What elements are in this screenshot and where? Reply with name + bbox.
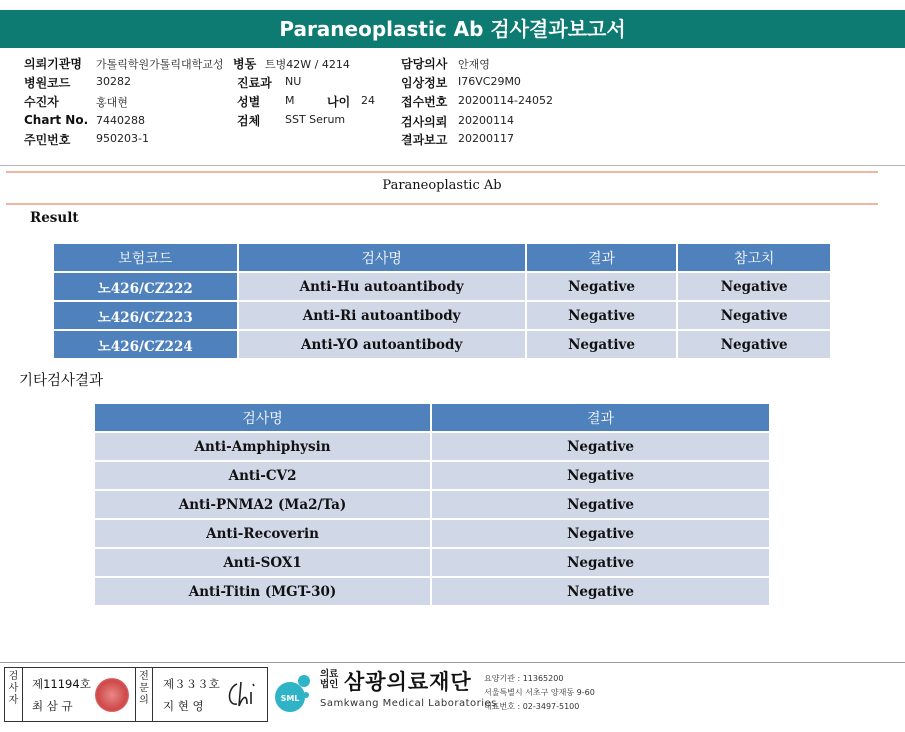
result-cell: Negative	[431, 519, 770, 548]
age-value: 24	[361, 94, 375, 107]
other-table-header	[94, 403, 770, 432]
receipt-label: 접수번호	[401, 95, 448, 109]
table-row	[53, 330, 831, 359]
tester-seal-icon	[95, 678, 129, 712]
result-cell: Negative	[526, 301, 678, 330]
signature-box	[4, 667, 268, 722]
header-result: 결과	[526, 243, 678, 272]
code-value: 30282	[96, 75, 131, 88]
phone: 대표번호 : 02-3497-5100	[484, 702, 580, 711]
result-cell: Negative	[431, 461, 770, 490]
table-row	[53, 272, 831, 301]
address: 서울특별시 서초구 양재동 9-60	[484, 688, 595, 697]
chart-label: Chart No.	[24, 113, 89, 127]
age-label: 나이	[327, 95, 351, 109]
request-value: 20200114	[458, 114, 514, 127]
sex-value: M	[285, 94, 295, 107]
test-name-cell: Anti-YO autoantibody	[238, 330, 526, 359]
reference-cell: Negative	[677, 272, 831, 301]
org-name: 삼광의료재단	[344, 670, 472, 694]
report-title: Paraneoplastic Ab 검사결과보고서	[0, 10, 905, 48]
specialist-label: 전문의	[135, 668, 153, 721]
request-label: 검사의뢰	[401, 115, 448, 129]
doctor-value: 안재영	[458, 58, 490, 71]
result-cell: Negative	[431, 548, 770, 577]
org-prefix: 의료법인	[320, 669, 339, 690]
logo-text: SML	[280, 694, 300, 703]
test-name-cell: Anti-CV2	[94, 461, 431, 490]
table-row	[94, 519, 770, 548]
test-name-cell: Anti-Ri autoantibody	[238, 301, 526, 330]
info-divider	[0, 165, 905, 166]
specialist-number: 제３３３호	[163, 677, 220, 691]
test-name-cell: Anti-Titin (MGT-30)	[94, 577, 431, 606]
header-reference: 참고치	[677, 243, 831, 272]
result-cell: Negative	[431, 577, 770, 606]
code-label: 병원코드	[24, 76, 71, 90]
sex-label: 성별	[237, 95, 261, 109]
hospital-label: 의뢰기관명	[24, 57, 82, 71]
test-name-cell: Anti-Recoverin	[94, 519, 431, 548]
tester-label: 검사자	[5, 668, 23, 721]
result-cell: Negative	[526, 330, 678, 359]
receipt-value: 20200114-24052	[458, 94, 553, 107]
clinical-value: I76VC29M0	[458, 75, 521, 88]
table-row	[94, 432, 770, 461]
insurance-code-cell: 노426/CZ223	[53, 301, 238, 330]
header-result: 결과	[431, 403, 770, 432]
result-cell: Negative	[526, 272, 678, 301]
signature-icon	[223, 678, 261, 712]
ward-label: 병동	[233, 57, 257, 71]
specialist-name: 지 현 영	[163, 699, 204, 713]
specimen-value: SST Serum	[285, 113, 346, 126]
doctor-label: 담당의사	[401, 57, 448, 71]
org-english-name: Samkwang Medical Laboratories	[320, 698, 497, 709]
insurance-code-cell: 노426/CZ222	[53, 272, 238, 301]
report-label: 결과보고	[401, 133, 448, 147]
clinical-label: 임상정보	[401, 76, 448, 90]
table-row	[94, 577, 770, 606]
result-cell: Negative	[431, 432, 770, 461]
patient-info	[0, 55, 905, 165]
table-row	[94, 461, 770, 490]
ward-value: 트병42W / 4214	[265, 58, 350, 71]
ssn-value: 950203-1	[96, 132, 149, 145]
ssn-label: 주민번호	[24, 133, 71, 147]
footer-divider	[0, 662, 905, 663]
sml-logo-icon	[272, 671, 314, 713]
specimen-label: 검체	[237, 114, 261, 128]
reference-cell: Negative	[677, 301, 831, 330]
dept-value: NU	[285, 75, 302, 88]
patient-label: 수진자	[24, 95, 59, 109]
header-test-name: 검사명	[94, 403, 431, 432]
patient-value: 홍대현	[96, 96, 128, 109]
test-name-cell: Anti-Amphiphysin	[94, 432, 431, 461]
institution-code: 요양기관 : 11365200	[484, 674, 564, 683]
tester-name: 최 삼 규	[32, 699, 73, 713]
insurance-code-cell: 노426/CZ224	[53, 330, 238, 359]
result-heading: Result	[30, 210, 79, 226]
table-row	[53, 301, 831, 330]
reference-cell: Negative	[677, 330, 831, 359]
test-name-cell: Anti-SOX1	[94, 548, 431, 577]
report-value: 20200117	[458, 132, 514, 145]
section-divider-bottom	[6, 203, 878, 205]
result-table	[52, 242, 832, 360]
header-test-name: 검사명	[238, 243, 526, 272]
table-row	[94, 548, 770, 577]
section-title: Paraneoplastic Ab	[382, 178, 502, 193]
result-cell: Negative	[431, 490, 770, 519]
tester-number: 제11194호	[32, 677, 91, 691]
chart-value: 7440288	[96, 114, 145, 127]
hospital-value: 가톨릭학원가톨릭대학교성	[96, 58, 224, 71]
header-insurance-code: 보험코드	[53, 243, 238, 272]
test-name-cell: Anti-Hu autoantibody	[238, 272, 526, 301]
other-tests-table	[93, 402, 771, 607]
section-divider-top	[6, 171, 878, 173]
test-name-cell: Anti-PNMA2 (Ma2/Ta)	[94, 490, 431, 519]
result-table-header	[53, 243, 831, 272]
dept-label: 진료과	[237, 76, 272, 90]
table-row	[94, 490, 770, 519]
other-tests-heading: 기타검사결과	[19, 373, 104, 389]
